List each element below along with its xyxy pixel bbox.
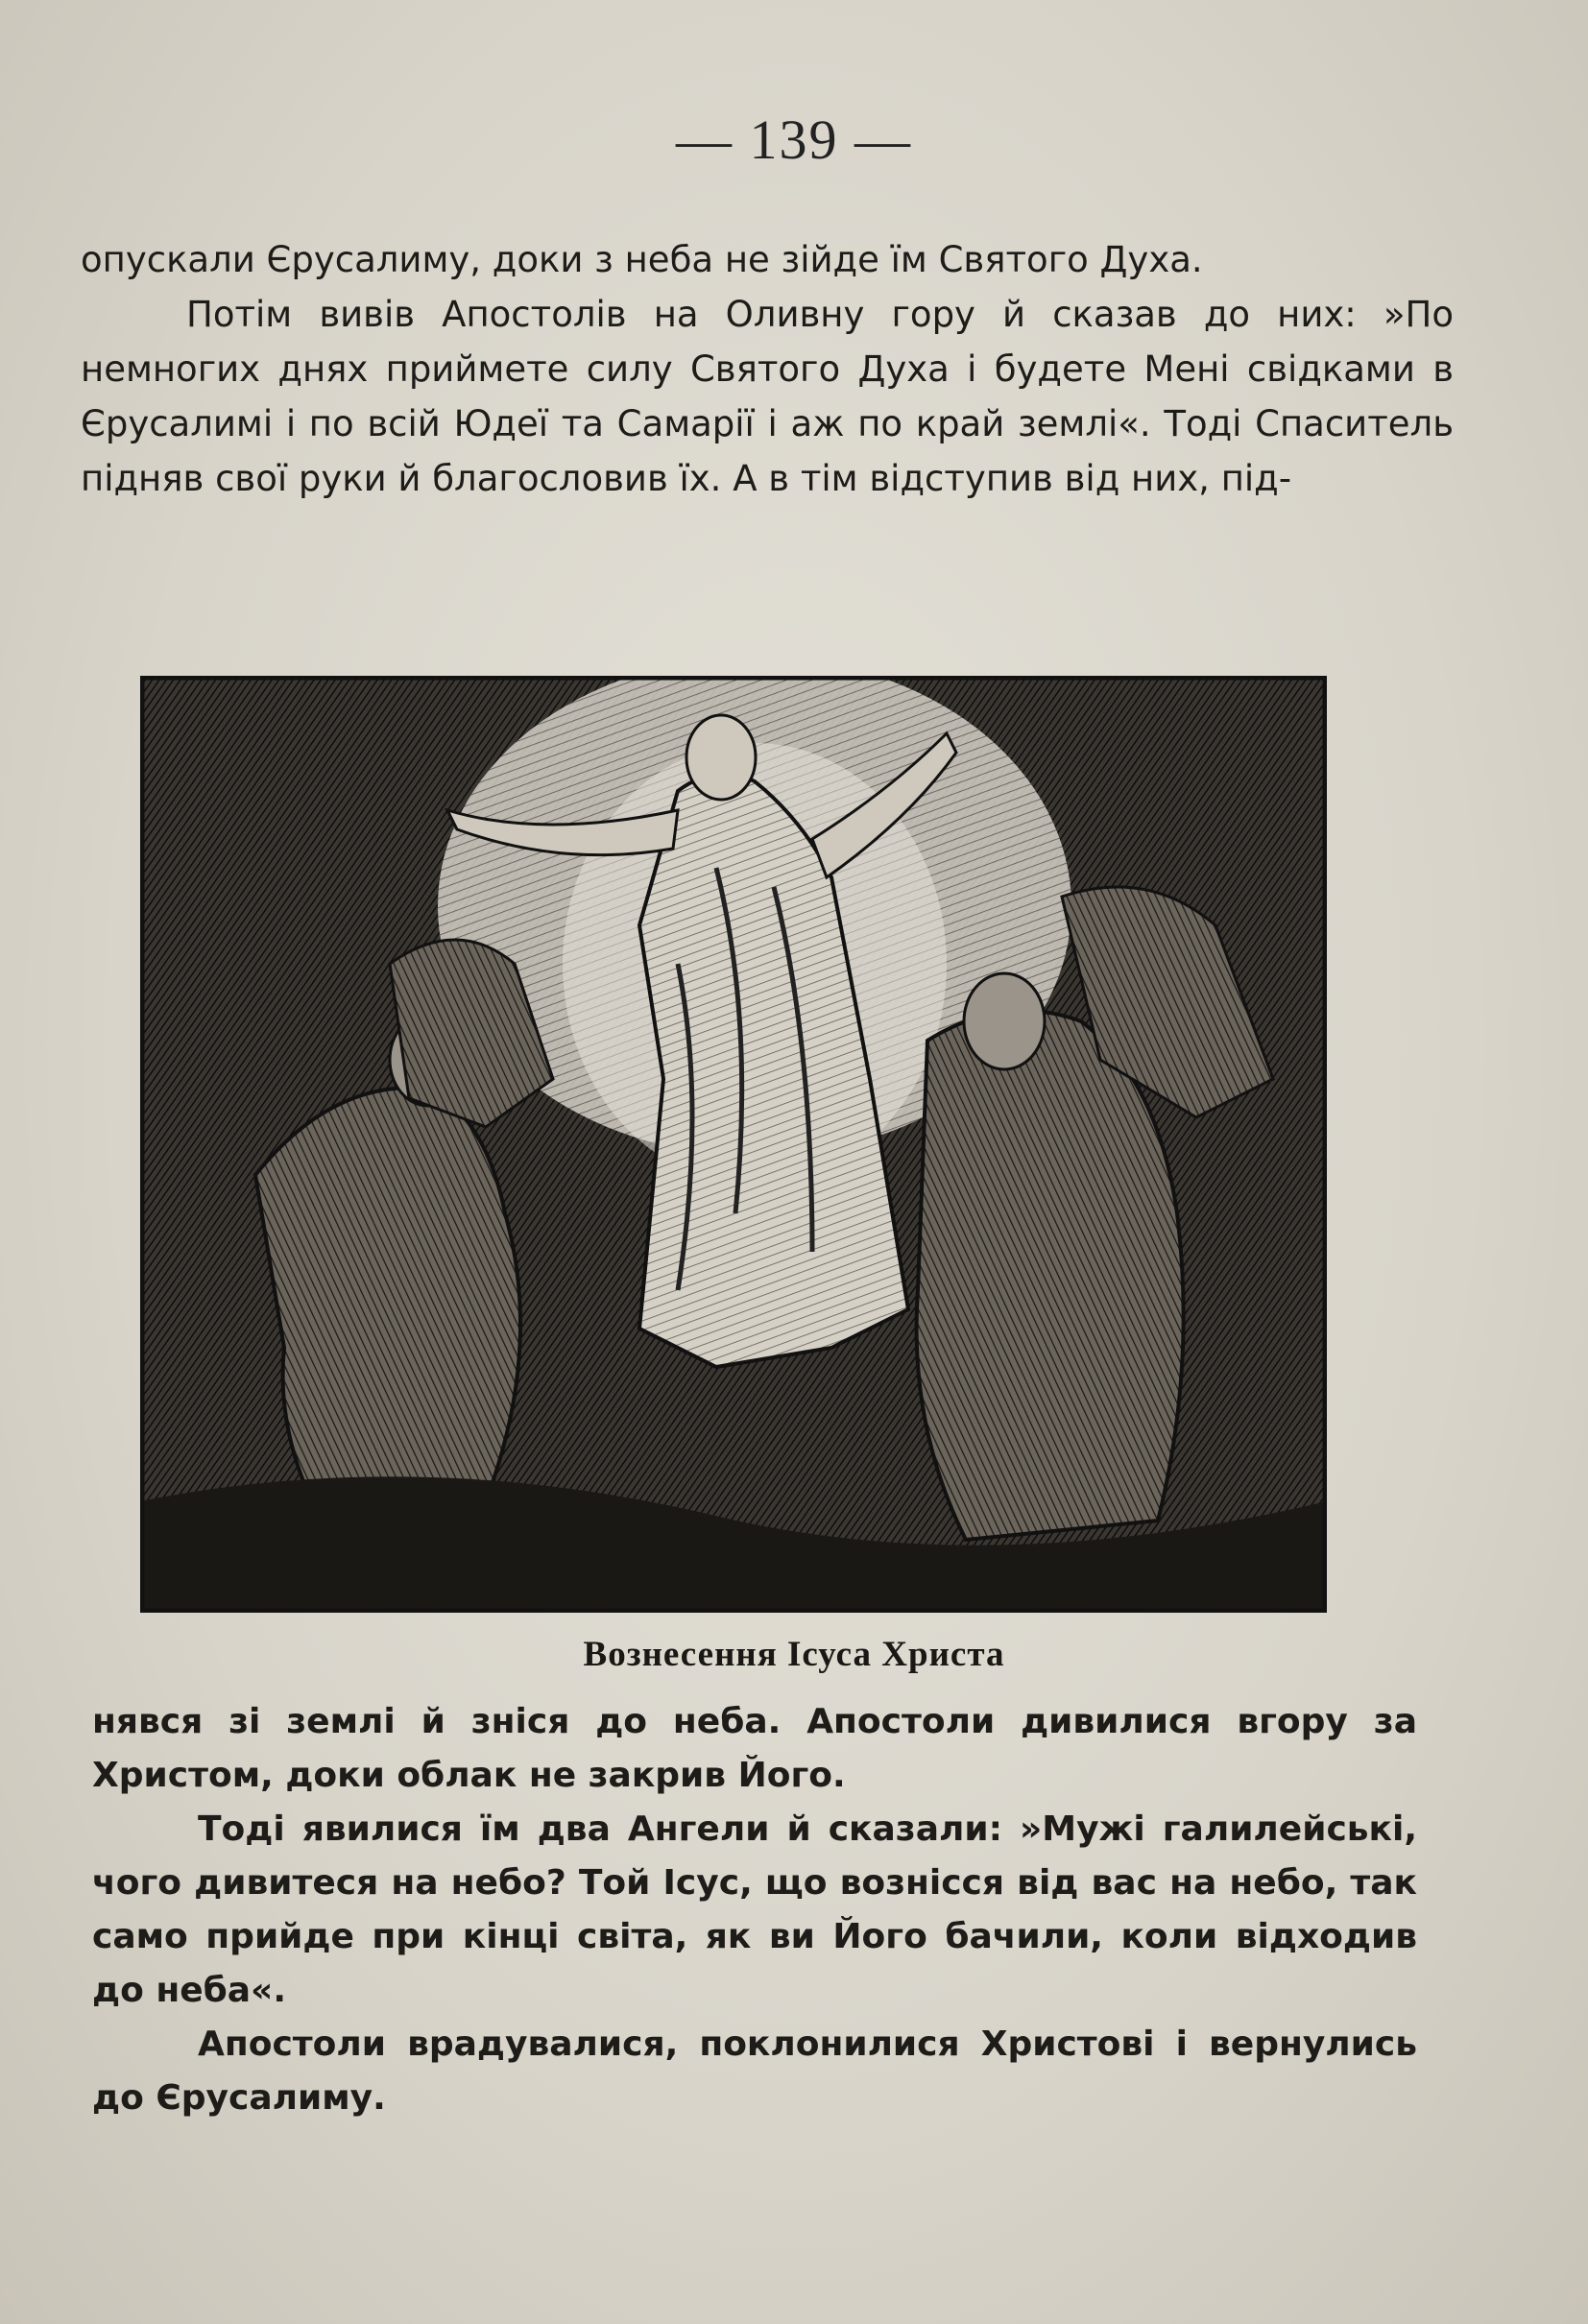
bottom-text-block xyxy=(92,1695,1417,2125)
page-number: — 139 — xyxy=(676,108,912,171)
top-text-block xyxy=(81,232,1454,506)
paragraph: нявся зі землі й зніся до неба. Апостоли дивилися вгору за Христом, доки облак не закрив Його. xyxy=(92,1702,1417,1795)
illustration-caption: Вознесення Ісуса Христа xyxy=(583,1635,1005,1674)
paragraph: Потім вивів Апостолів на Оливну гору й сказав до них: »По немногих днях приймете силу Святого Духа і будете Мені свідками в Єрусалимі і по всій Юдеї та Самарії і аж по край землі«. Тоді Спаситель підняв свої руки й благословив їх. А в тім відступив від них, під- xyxy=(81,294,1454,499)
paragraph: Тоді явилися їм два Ангели й сказали: »Мужі галилейські, чого дивитеся на небо? Той Ісус, що вознісся від вас на небо, так само прийде при кінці світа, як ви Його бачили, коли відходив до неба«. xyxy=(92,1809,1417,2010)
paragraph: Апостоли врадувалися, поклонилися Христові і вернулись до Єрусалиму. xyxy=(92,2025,1417,2118)
ascension-engraving xyxy=(140,676,1327,1613)
engraving-image xyxy=(140,676,1327,1613)
paragraph: опускали Єрусалиму, доки з неба не зійде їм Святого Духа. xyxy=(81,239,1203,280)
